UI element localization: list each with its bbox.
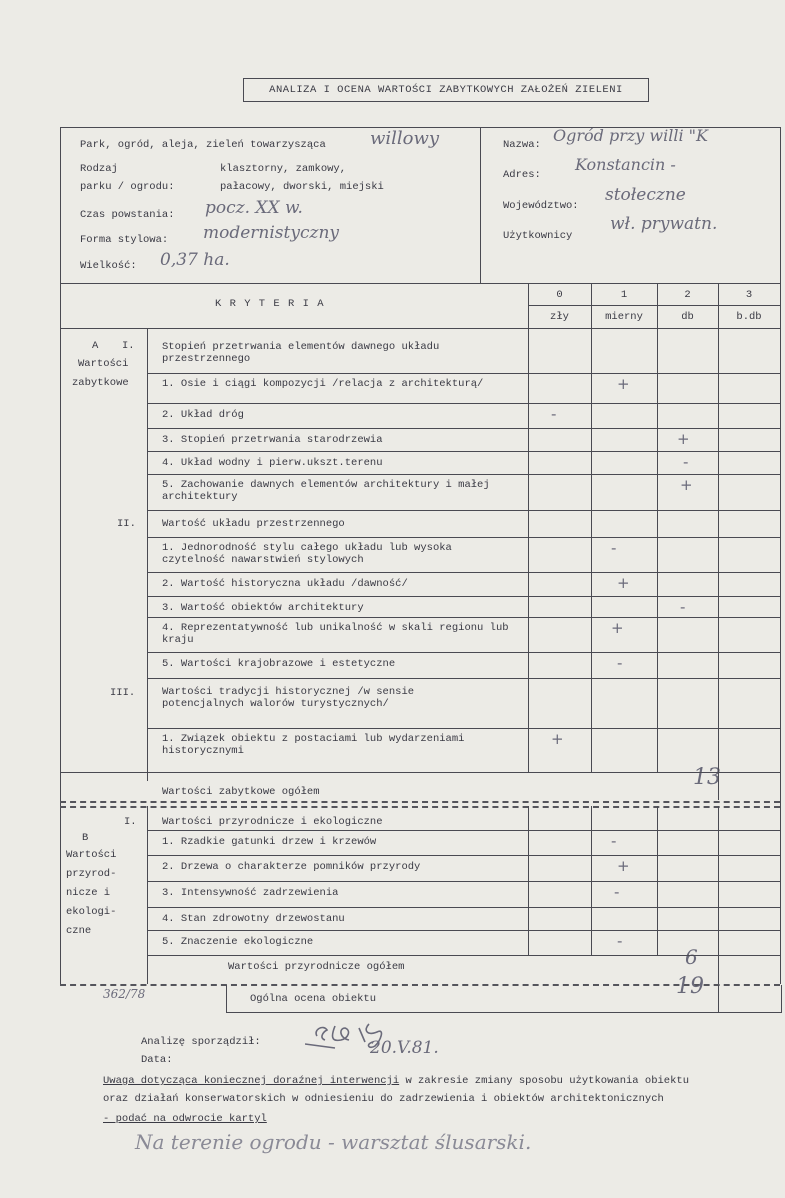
- score-mark: -: [617, 932, 623, 950]
- section-b-label-2: przyrod-: [66, 868, 117, 880]
- score-cell-line: [528, 537, 529, 572]
- uwaga-line-3: [103, 1113, 267, 1125]
- scale-number-0: 0: [556, 289, 563, 301]
- score-mark: -: [551, 405, 557, 423]
- score-cell-line: [528, 617, 529, 652]
- score-cell-line: [657, 617, 658, 652]
- score-cell-line: [718, 474, 719, 510]
- score-cell-line: [591, 830, 592, 855]
- score-cell-line: [591, 428, 592, 451]
- group-3-numeral: III.: [110, 687, 136, 699]
- score-cell-line: [528, 373, 529, 403]
- header-cell-line: [591, 510, 592, 537]
- scale-label-mierny: mierny: [605, 311, 643, 323]
- score-mark: +: [617, 375, 630, 393]
- parku-label: parku / ogrodu:: [80, 181, 175, 193]
- forma-value: modernistyczny: [203, 223, 339, 243]
- score-cell-line: [718, 617, 719, 652]
- score-cell-line: [528, 855, 529, 881]
- criteria-item: 5. Zachowanie dawnych elementów architektury i małej architektury: [162, 479, 490, 503]
- group-2-header-bottom: [147, 537, 780, 538]
- uwaga-rest: w zakresie zmiany sposobu użytkowania obiektu: [399, 1075, 690, 1087]
- col-line-0-header: [528, 283, 529, 328]
- row-divider: [147, 428, 780, 429]
- header-cell-line: [528, 328, 529, 373]
- score-mark: -: [611, 832, 617, 850]
- criteria-item: 3. Intensywność zadrzewienia: [162, 887, 339, 899]
- score-cell-line: [528, 907, 529, 930]
- col-line-2-header: [657, 283, 658, 328]
- score-cell-line: [718, 428, 719, 451]
- group-1-title: Stopień przetrwania elementów dawnego układu przestrzennego: [162, 341, 440, 365]
- row-divider: [147, 907, 780, 908]
- scale-divider: [528, 305, 780, 306]
- header-cell-line: [528, 678, 529, 728]
- score-cell-line: [718, 652, 719, 678]
- dashed-divider-2: [60, 806, 780, 808]
- criteria-item: 1. Rzadkie gatunki drzew i krzewów: [162, 836, 377, 848]
- uwaga-underlined: Uwaga dotycząca koniecznej doraźnej interwencji: [103, 1075, 400, 1087]
- criteria-item: 2. Drzewa o charakterze pomników przyrody: [162, 861, 421, 873]
- score-cell-line: [591, 403, 592, 428]
- score-cell-line: [657, 572, 658, 596]
- uwaga-line-1: [103, 1075, 689, 1087]
- score-cell-line: [657, 596, 658, 617]
- wielkosc-label: Wielkość:: [80, 260, 137, 272]
- col-line-3-header: [718, 283, 719, 328]
- group-3-title: Wartości tradycji historycznej /w sensie potencjalnych walorów turystycznych/: [162, 686, 415, 710]
- score-cell-line: [657, 855, 658, 881]
- scale-number-2: 2: [684, 289, 691, 301]
- section-b-label-5: czne: [66, 925, 92, 937]
- nazwa-value: Ogród przy willi "K: [553, 126, 708, 145]
- analize-label: Analizę sporządził:: [141, 1036, 261, 1048]
- header-cell-line: [591, 678, 592, 728]
- score-cell-line: [591, 572, 592, 596]
- row-divider: [147, 855, 780, 856]
- wojewodztwo-label: Województwo:: [503, 200, 579, 212]
- uzytkownicy-label: Użytkownicy: [503, 230, 573, 242]
- header-cell-line: [591, 328, 592, 373]
- score-mark: -: [617, 654, 623, 672]
- group-3-header-bottom: [147, 728, 780, 729]
- score-cell-line: [591, 930, 592, 955]
- score-cell-line: [718, 373, 719, 403]
- total-value: 19: [676, 974, 704, 999]
- criteria-item: 1. Osie i ciągi kompozycji /relacja z architekturą/: [162, 378, 484, 390]
- scale-label-db: db: [681, 311, 694, 323]
- score-cell-line: [591, 907, 592, 930]
- row-divider: [147, 930, 780, 931]
- wojewodztwo-value: stołeczne: [605, 185, 686, 205]
- score-mark: -: [611, 539, 617, 557]
- score-cell-line: [591, 855, 592, 881]
- park-label: Park, ogród, aleja, zieleń towarzysząca: [80, 139, 326, 151]
- score-mark: +: [617, 574, 630, 592]
- section-a-label-1: Wartości: [78, 358, 129, 370]
- header-cell-line: [657, 510, 658, 537]
- score-cell-line: [591, 881, 592, 907]
- score-cell-line: [591, 474, 592, 510]
- header-divider: [480, 127, 481, 283]
- row-divider: [147, 955, 780, 956]
- score-mark: -: [614, 883, 620, 901]
- criteria-item: 3. Wartość obiektów architektury: [162, 602, 364, 614]
- section-a-label-2: zabytkowe: [72, 377, 129, 389]
- score-cell-line: [528, 403, 529, 428]
- col-line-1-header: [591, 283, 592, 328]
- side-number: 362/78: [103, 987, 146, 1001]
- group-1-header-bottom: [147, 373, 780, 374]
- section-a-letter: A: [92, 340, 99, 352]
- subtotal-b-cell-line: [718, 955, 719, 984]
- score-cell-line: [718, 728, 719, 772]
- criteria-top-border: [60, 283, 780, 284]
- section-a-numeral: I.: [122, 340, 135, 352]
- row-divider: [147, 403, 780, 404]
- row-divider: [147, 510, 780, 511]
- rodzaj-label: Rodzaj: [80, 163, 118, 175]
- subtotal-a-cell-line: [718, 772, 719, 800]
- header-cell-line: [657, 678, 658, 728]
- criteria-item: 3. Stopień przetrwania starodrzewia: [162, 434, 383, 446]
- criteria-item: 1. Związek obiektu z postaciami lub wydarzeniami historycznymi: [162, 733, 465, 757]
- score-cell-line: [528, 728, 529, 772]
- score-cell-line: [591, 596, 592, 617]
- czas-value: pocz. XX w.: [205, 198, 303, 218]
- section-b-letter: B: [82, 832, 89, 844]
- dashed-divider-1: [60, 801, 780, 803]
- uwaga-line-2: oraz działań konserwatorskich w odniesieniu do zadrzewienia i obiektów architektonicznych: [103, 1093, 664, 1105]
- score-cell-line: [657, 830, 658, 855]
- kryteria-label: K R Y T E R I A: [215, 298, 325, 310]
- header-cell-line: [718, 806, 719, 830]
- score-cell-line: [657, 907, 658, 930]
- scale-label-bdb: b.db: [736, 311, 762, 323]
- score-mark: +: [551, 730, 564, 748]
- row-divider: [147, 652, 780, 653]
- rodzaj-options-2: pałacowy, dworski, miejski: [220, 181, 384, 193]
- score-cell-line: [657, 881, 658, 907]
- adres-label: Adres:: [503, 169, 541, 181]
- score-cell-line: [528, 474, 529, 510]
- score-cell-line: [718, 830, 719, 855]
- scale-number-1: 1: [620, 289, 628, 301]
- data-label: Data:: [141, 1054, 173, 1066]
- total-label: Ogólna ocena obiektu: [250, 993, 377, 1005]
- header-cell-line: [657, 806, 658, 830]
- row-divider: [147, 617, 780, 618]
- park-value: willowy: [370, 128, 440, 149]
- score-mark: -: [683, 453, 689, 471]
- total-cell-line: [718, 985, 719, 1012]
- score-cell-line: [718, 403, 719, 428]
- subtotal-b-label: Wartości przyrodnicze ogółem: [228, 961, 405, 973]
- score-cell-line: [718, 596, 719, 617]
- group-2-numeral: II.: [117, 518, 136, 530]
- score-mark: +: [677, 430, 690, 448]
- rodzaj-options-1: klasztorny, zamkowy,: [220, 163, 347, 175]
- subtotal-a-label: Wartości zabytkowe ogółem: [162, 786, 320, 798]
- score-cell-line: [591, 373, 592, 403]
- header-cell-line: [718, 328, 719, 373]
- header-cell-line: [528, 806, 529, 830]
- header-cell-line: [718, 510, 719, 537]
- criteria-item: 2. Układ dróg: [162, 409, 244, 421]
- score-cell-line: [657, 451, 658, 474]
- section-b-label-3: nicze i: [66, 887, 111, 899]
- section-b-numeral: I.: [124, 816, 137, 828]
- score-cell-line: [718, 907, 719, 930]
- score-mark: +: [611, 619, 624, 637]
- handwritten-note: Na terenie ogrodu - warsztat ślusarski.: [135, 1130, 532, 1154]
- score-cell-line: [718, 881, 719, 907]
- score-cell-line: [657, 728, 658, 772]
- row-divider: [147, 572, 780, 573]
- row-divider: [147, 451, 780, 452]
- uwaga-line-3-text: - podać na odwrocie kartyl: [103, 1113, 267, 1125]
- criteria-item: 2. Wartość historyczna układu /dawność/: [162, 578, 408, 590]
- data-value: 20.V.81.: [370, 1038, 439, 1058]
- criteria-item: 4. Reprezentatywność lub unikalność w skali regionu lub kraju: [162, 622, 509, 646]
- criteria-item: 5. Wartości krajobrazowe i estetyczne: [162, 658, 396, 670]
- criteria-item: 4. Układ wodny i pierw.ukszt.terenu: [162, 457, 383, 469]
- score-cell-line: [591, 652, 592, 678]
- form-title: ANALIZA I OCENA WARTOŚCI ZABYTKOWYCH ZAŁOŻEŃ ZIELENI: [243, 78, 649, 102]
- group-4-header-bottom: [147, 830, 780, 831]
- criteria-header-bottom: [60, 328, 780, 329]
- section-b-label-4: ekologi-: [66, 906, 117, 918]
- score-mark: +: [617, 857, 630, 875]
- score-cell-line: [657, 474, 658, 510]
- header-cell-line: [718, 678, 719, 728]
- score-cell-line: [718, 451, 719, 474]
- score-mark: +: [680, 476, 693, 494]
- score-cell-line: [718, 572, 719, 596]
- score-cell-line: [528, 572, 529, 596]
- group-2-title: Wartość układu przestrzennego: [162, 518, 345, 530]
- score-cell-line: [657, 428, 658, 451]
- header-cell-line: [591, 806, 592, 830]
- table-right-border: [780, 127, 781, 984]
- score-cell-line: [657, 537, 658, 572]
- row-divider: [147, 596, 780, 597]
- section-b-separator: [147, 806, 148, 984]
- group-4-title: Wartości przyrodnicze i ekologiczne: [162, 816, 383, 828]
- score-cell-line: [591, 451, 592, 474]
- header-cell-line: [528, 510, 529, 537]
- row-divider: [147, 678, 780, 679]
- score-cell-line: [657, 930, 658, 955]
- section-a-separator: [147, 328, 148, 781]
- row-divider: [147, 474, 780, 475]
- score-cell-line: [657, 373, 658, 403]
- score-cell-line: [528, 596, 529, 617]
- score-cell-line: [718, 855, 719, 881]
- subtotal-b-value: 6: [685, 945, 698, 969]
- score-cell-line: [528, 930, 529, 955]
- forma-label: Forma stylowa:: [80, 234, 169, 246]
- score-cell-line: [528, 451, 529, 474]
- czas-label: Czas powstania:: [80, 209, 175, 221]
- score-cell-line: [718, 537, 719, 572]
- score-cell-line: [528, 881, 529, 907]
- table-left-border: [60, 127, 61, 984]
- score-cell-line: [591, 728, 592, 772]
- score-cell-line: [718, 930, 719, 955]
- score-cell-line: [528, 830, 529, 855]
- wielkosc-value: 0,37 ha.: [160, 250, 230, 270]
- score-cell-line: [591, 537, 592, 572]
- criteria-item: 4. Stan zdrowotny drzewostanu: [162, 913, 345, 925]
- subtotal-a-value: 13: [693, 765, 721, 790]
- score-cell-line: [528, 652, 529, 678]
- adres-value: Konstancin -: [575, 155, 676, 174]
- row-divider: [147, 881, 780, 882]
- criteria-item: 1. Jednorodność stylu całego układu lub wysoka czytelność nawarstwień stylowych: [162, 542, 452, 566]
- score-cell-line: [657, 652, 658, 678]
- section-b-label-1: Wartości: [66, 849, 117, 861]
- row-divider: [147, 772, 780, 773]
- score-cell-line: [657, 403, 658, 428]
- scale-label-zly: zły: [550, 311, 569, 323]
- criteria-item: 5. Znaczenie ekologiczne: [162, 936, 314, 948]
- scale-number-3: 3: [745, 289, 753, 301]
- nazwa-label: Nazwa:: [503, 139, 541, 151]
- score-cell-line: [528, 428, 529, 451]
- score-mark: -: [680, 598, 686, 616]
- header-cell-line: [657, 328, 658, 373]
- uzytkownicy-value: wł. prywatn.: [610, 214, 718, 234]
- score-cell-line: [591, 617, 592, 652]
